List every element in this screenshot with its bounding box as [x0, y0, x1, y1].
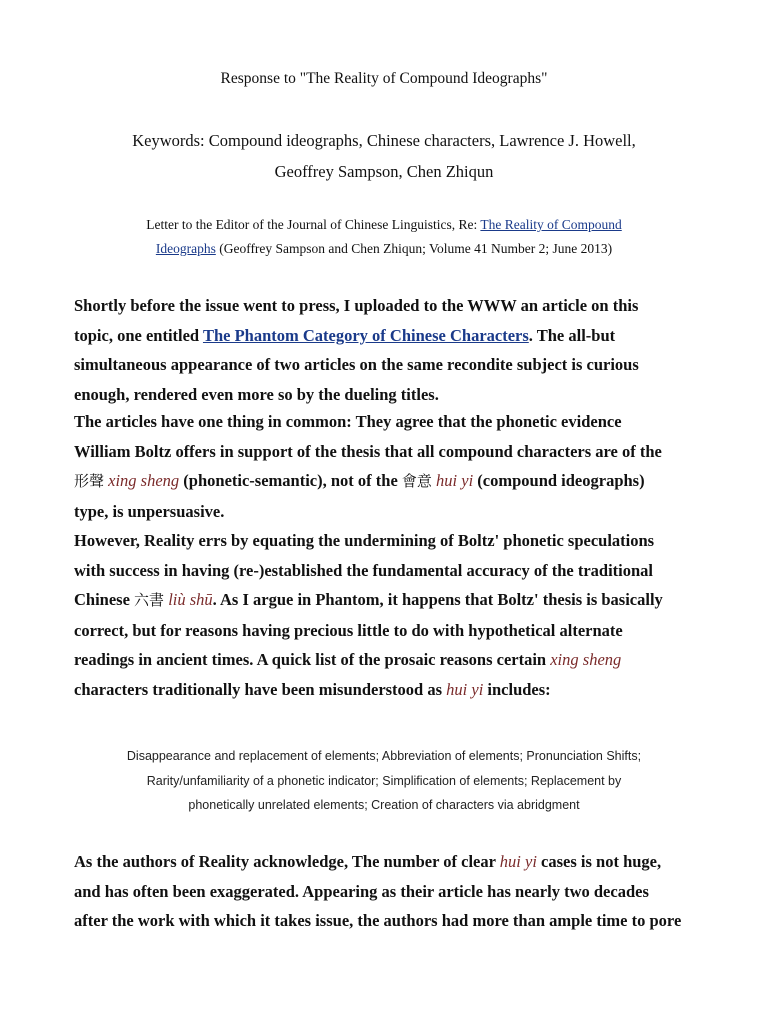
para2-line-2: William Boltz offers in support of the thesis that all compound characters are of the — [74, 441, 662, 461]
phantom-article-link[interactable]: The Phantom Category of Chinese Characters — [202, 325, 529, 345]
para4-line-1-pre: As the authors of Reality acknowledge, The number of clear — [74, 852, 500, 871]
para3-line-6 — [74, 675, 714, 705]
para3-line-1: However, Reality errs by equating the undermining of Boltz' phonetic speculations — [74, 531, 655, 550]
para3-line-3-post: . As I argue in Phantom, it happens that Boltz' thesis is basically — [212, 590, 663, 609]
cjk-liushu: 六書 — [134, 591, 165, 609]
list-line-3: phonetically unrelated elements; Creation of characters via abridgment — [188, 798, 580, 812]
cjk-xingsheng: 形聲 — [74, 472, 105, 490]
para1-line-2 — [74, 321, 704, 351]
xing-sheng-term-2: xing sheng — [550, 650, 622, 669]
reality-article-link[interactable]: The Reality of Compound — [480, 217, 622, 232]
cjk-huiyi: 會意 — [401, 472, 432, 490]
keywords-line-1: Keywords: Compound ideographs, Chinese characters, Lawrence J. Howell, — [132, 131, 636, 150]
reasons-list — [80, 744, 688, 818]
para1-line-2-pre: topic, one entitled — [74, 325, 203, 345]
para2-line-3-post: (compound ideographs) — [473, 471, 645, 490]
para3-line-2: with success in having (re-)established the fundamental accuracy of the traditional — [74, 560, 654, 580]
list-line-2: Rarity/unfamiliarity of a phonetic indicator; Simplification of elements; Replacement by — [146, 773, 622, 788]
para2-line-4: type, is unpersuasive. — [74, 501, 225, 521]
para1-line-4: enough, rendered even more so by the dueling titles. — [74, 384, 439, 404]
para1-line-3: simultaneous appearance of two articles on the same recondite subject is curious — [74, 355, 639, 374]
para3-line-5-pre: readings in ancient times. A quick list of the prosaic reasons certain — [74, 650, 551, 669]
liu-shu-term: liù shū — [164, 590, 213, 609]
keywords — [60, 125, 708, 187]
paragraph-2-3 — [74, 407, 714, 704]
para2-line-1: The articles have one thing in common: They agree that the phonetic evidence — [74, 412, 622, 431]
para2-line-3 — [74, 466, 714, 497]
para3-line-6-pre: characters traditionally have been misunderstood as — [74, 679, 447, 699]
para2-line-3-mid: (phonetic-semantic), not of the — [179, 471, 402, 490]
para3-line-4: correct, but for reasons having precious little to do with hypothetical alternate — [74, 620, 623, 640]
keywords-line-2: Geoffrey Sampson, Chen Zhiqun — [274, 162, 494, 181]
paragraph-4 — [74, 847, 704, 936]
letter-note — [90, 213, 678, 261]
para4-line-2: and has often been exaggerated. Appearing as their article has nearly two decades — [74, 881, 649, 901]
reality-article-link-cont[interactable]: Ideographs — [155, 241, 216, 256]
hui-yi-term: hui yi — [431, 471, 474, 490]
hui-yi-term-2: hui yi — [446, 679, 484, 699]
hui-yi-term-3: hui yi — [499, 852, 537, 871]
para4-line-1 — [74, 847, 704, 877]
list-line-1: Disappearance and replacement of elements; Abbreviation of elements; Pronunciation Shifts; — [126, 749, 642, 763]
para4-line-3: after the work with which it takes issue, the authors had more than ample time to pore — [74, 911, 682, 930]
para1-line-1: Shortly before the issue went to press, I uploaded to the WWW an article on this — [74, 296, 639, 315]
letter-suffix: (Geoffrey Sampson and Chen Zhiqun; Volume 41 Number 2; June 2013) — [215, 241, 613, 256]
para3-line-3-pre: Chinese — [74, 590, 135, 609]
para4-line-1-post: cases is not huge, — [536, 852, 662, 871]
para3-line-6-post: includes: — [483, 679, 551, 699]
para3-line-5 — [74, 645, 714, 675]
xing-sheng-term: xing sheng — [104, 471, 180, 490]
letter-prefix: Letter to the Editor of the Journal of Chinese Linguistics, Re: — [146, 217, 481, 232]
para3-line-3 — [74, 585, 714, 616]
para1-line-2-post: . The all-but — [528, 325, 616, 345]
paragraph-1 — [74, 291, 704, 409]
document-title: Response to "The Reality of Compound Ideographs" — [220, 70, 548, 87]
